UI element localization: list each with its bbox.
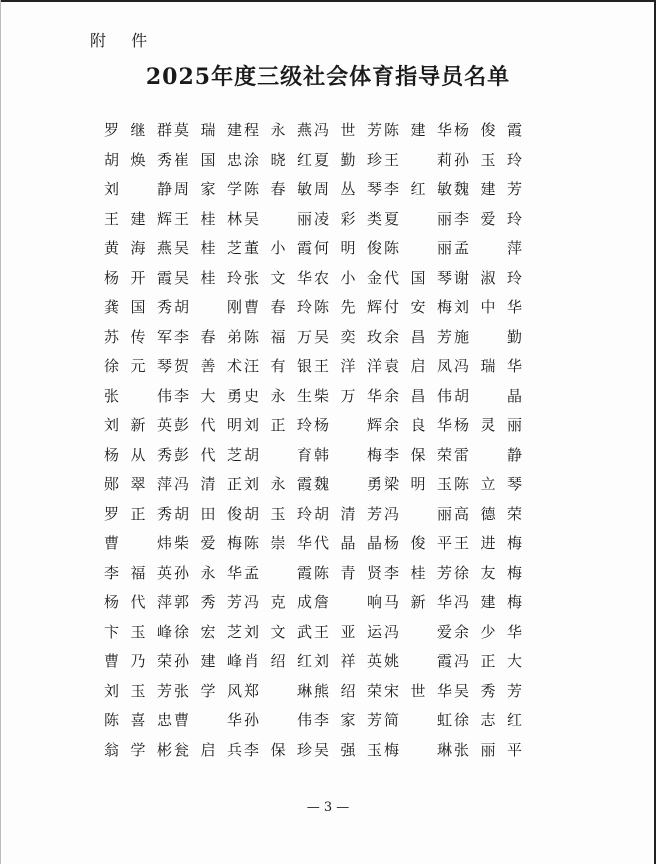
person-name: 杨 俊 霞: [453, 121, 522, 139]
person-name: 孙 建 峰: [173, 652, 242, 670]
person-name: 梅 琳: [383, 740, 452, 759]
person-name: 魏 建 芳: [453, 180, 522, 198]
person-name: 郭 秀 芳: [173, 593, 242, 611]
person-name: 余 昌 伟: [383, 386, 452, 405]
person-name: 杨 辉: [313, 416, 382, 434]
person-name: 徐 元 琴: [103, 357, 172, 375]
person-name: 李 桂 芳: [383, 563, 452, 582]
person-name: 李 春 弟: [173, 327, 242, 346]
person-name: 刘 正 玲: [243, 416, 312, 434]
name-row: [103, 237, 533, 267]
person-name: 吴 丽: [243, 209, 312, 228]
name-row: [103, 119, 533, 149]
person-name: 杨 代 萍: [103, 593, 172, 611]
person-name: 彭 代 芝: [173, 445, 242, 464]
name-row: [103, 739, 533, 769]
person-name: 王 莉: [383, 150, 452, 169]
person-name: 冯 爱: [383, 622, 452, 641]
person-name: 王 进 梅: [453, 534, 522, 552]
person-name: 杨 俊 平: [383, 534, 452, 552]
person-name: 冯 瑞 华: [453, 357, 522, 375]
person-name: 龚 国 秀: [103, 298, 172, 316]
person-name: 张 伟: [103, 386, 172, 405]
person-name: 李 爱 玲: [453, 209, 522, 228]
person-name: 孙 永 华: [173, 563, 242, 582]
person-name: 曹 炜: [103, 534, 172, 552]
person-name: 胡 育: [243, 445, 312, 464]
person-name: 张 丽 平: [453, 740, 522, 759]
name-row: [103, 178, 533, 208]
person-name: 张 文 华: [243, 268, 312, 287]
person-name: 李 家 芳: [313, 711, 382, 729]
person-name: 陈 建 华: [383, 121, 452, 139]
person-name: 刘 祥 英: [313, 652, 382, 670]
person-name: 程 永 燕: [243, 121, 312, 139]
scan-border-left: [0, 0, 1, 864]
person-name: 董 小 霞: [243, 239, 312, 257]
person-name: 詹 响: [313, 593, 382, 611]
person-name: 冯 建 梅: [453, 593, 522, 611]
person-name: 夏 勤 珍: [313, 150, 382, 169]
name-row: [103, 296, 533, 326]
person-name: 杨 从 秀: [103, 445, 172, 464]
person-name: 刘 静: [103, 180, 172, 198]
name-row: [103, 562, 533, 592]
person-name: 瓮 启 兵: [173, 740, 242, 759]
person-name: 徐 宏 芝: [173, 622, 242, 641]
name-row: [103, 414, 533, 444]
person-name: 余 良 华: [383, 416, 452, 434]
person-name: 周 丛 琴: [313, 180, 382, 198]
person-name: 孙 玉 玲: [453, 150, 522, 169]
person-name: 王 亚 运: [313, 622, 382, 641]
person-name: 史 永 生: [243, 386, 312, 405]
person-name: 冯 世 芳: [313, 121, 382, 139]
person-name: 刘 文 武: [243, 622, 312, 641]
person-name: 李 红 敏: [383, 180, 452, 198]
name-row: [103, 680, 533, 710]
person-name: 贺 善 术: [173, 357, 242, 375]
person-name: 肖 绍 红: [243, 652, 312, 670]
person-name: 陈 喜 忠: [103, 711, 172, 729]
person-name: 冯 正 大: [453, 652, 522, 670]
person-name: 李 保 珍: [243, 740, 312, 759]
person-name: 涂 晓 红: [243, 150, 312, 169]
person-name: 孟 霞: [243, 563, 312, 582]
person-name: 陈 丽: [383, 239, 452, 257]
person-name: 陈 青 贤: [313, 563, 382, 582]
name-row: [103, 326, 533, 356]
person-name: 黄 海 燕: [103, 239, 172, 257]
person-name: 苏 传 军: [103, 327, 172, 346]
person-name: 高 德 荣: [453, 504, 522, 523]
person-name: 王 桂 林: [173, 209, 242, 228]
person-name: 吴 秀 芳: [453, 681, 522, 700]
person-name: 谢 淑 玲: [453, 268, 522, 287]
person-name: 王 洋 洋: [313, 357, 382, 375]
name-row: [103, 591, 533, 621]
person-name: 袁 启 凤: [383, 357, 452, 375]
person-name: 卞 玉 峰: [103, 622, 172, 641]
person-name: 马 新 华: [383, 593, 452, 611]
person-name: 彭 代 明: [173, 416, 242, 434]
person-name: 李 大 勇: [173, 386, 242, 405]
person-name: 熊 绍 荣: [313, 681, 382, 700]
person-name: 陈 春 敏: [243, 180, 312, 198]
person-name: 代 晶 晶: [313, 534, 382, 552]
person-name: 付 安 梅: [383, 298, 452, 316]
person-name: 简 虹: [383, 711, 452, 729]
person-name: 徐 友 梅: [453, 563, 522, 582]
person-name: 刘 新 英: [103, 416, 172, 434]
page-title: 2025年度三级社会体育指导员名单: [145, 64, 511, 90]
person-name: 曹 乃 荣: [103, 652, 172, 670]
person-name: 莫 瑞 建: [173, 121, 242, 139]
person-name: 胡 玉 玲: [243, 504, 312, 523]
person-name: 柴 万 华: [313, 386, 382, 405]
person-name: 孟 萍: [453, 239, 522, 257]
person-name: 农 小 金: [313, 268, 382, 287]
person-name: 李 福 英: [103, 563, 172, 582]
person-name: 汪 有 银: [243, 357, 312, 375]
person-name: 胡 田 俊: [173, 504, 242, 523]
person-name: 郧 翠 萍: [103, 475, 172, 493]
name-row: [103, 473, 533, 503]
person-name: 刘 中 华: [453, 298, 522, 316]
scan-border-top: [0, 0, 656, 2]
person-name: 陈 立 琴: [453, 475, 522, 493]
person-name: 吴 强 玉: [313, 740, 382, 759]
person-name: 崔 国 忠: [173, 150, 242, 169]
name-row: [103, 355, 533, 385]
name-row: [103, 208, 533, 238]
person-name: 郑 琳: [243, 681, 312, 700]
name-row: [103, 267, 533, 297]
person-name: 陈 福 万: [243, 327, 312, 346]
person-name: 胡 焕 秀: [103, 150, 172, 169]
person-name: 杨 开 霞: [103, 268, 172, 287]
name-row: [103, 385, 533, 415]
person-name: 吴 桂 玲: [173, 268, 242, 287]
person-name: 胡 晶: [453, 386, 522, 405]
name-row: [103, 149, 533, 179]
name-row: [103, 650, 533, 680]
person-name: 胡 清 芳: [313, 504, 382, 523]
person-name: 杨 灵 丽: [453, 416, 522, 434]
person-name: 胡 刚: [173, 298, 242, 316]
person-name: 冯 克 成: [243, 593, 312, 611]
person-name: 雷 静: [453, 445, 522, 464]
person-name: 王 建 辉: [103, 209, 172, 228]
person-name: 曹 华: [173, 711, 242, 729]
person-name: 李 保 荣: [383, 445, 452, 464]
person-name: 韩 梅: [313, 445, 382, 464]
name-list: [103, 119, 533, 768]
name-row: [103, 532, 533, 562]
person-name: 刘 永 霞: [243, 475, 312, 493]
person-name: 冯 清 正: [173, 475, 242, 493]
person-name: 陈 崇 华: [243, 534, 312, 552]
person-name: 施 勤: [453, 327, 522, 346]
person-name: 余 少 华: [453, 622, 522, 641]
person-name: 张 学 风: [173, 681, 242, 700]
person-name: 罗 继 群: [103, 121, 172, 139]
name-row: [103, 444, 533, 474]
person-name: 夏 丽: [383, 209, 452, 228]
person-name: 周 家 学: [173, 180, 242, 198]
person-name: 余 昌 芳: [383, 327, 452, 346]
person-name: 翁 学 彬: [103, 740, 172, 759]
name-row: [103, 709, 533, 739]
person-name: 刘 玉 芳: [103, 681, 172, 700]
person-name: 冯 丽: [383, 504, 452, 523]
person-name: 吴 奕 玫: [313, 327, 382, 346]
name-row: [103, 621, 533, 651]
person-name: 姚 霞: [383, 652, 452, 670]
person-name: 魏 勇: [313, 475, 382, 493]
person-name: 徐 志 红: [453, 711, 522, 729]
person-name: 柴 爱 梅: [173, 534, 242, 552]
attachment-label: 附 件: [90, 31, 158, 50]
person-name: 宋 世 华: [383, 681, 452, 700]
name-row: [103, 503, 533, 533]
person-name: 梁 明 玉: [383, 475, 452, 493]
person-name: 代 国 琴: [383, 268, 452, 287]
person-name: 吴 桂 芝: [173, 239, 242, 257]
person-name: 孙 伟: [243, 711, 312, 729]
person-name: 曹 春 玲: [243, 298, 312, 316]
person-name: 何 明 俊: [313, 239, 382, 257]
person-name: 罗 正 秀: [103, 504, 172, 523]
page-number: — 3 —: [306, 800, 350, 815]
person-name: 陈 先 辉: [313, 298, 382, 316]
person-name: 凌 彩 类: [313, 209, 382, 228]
